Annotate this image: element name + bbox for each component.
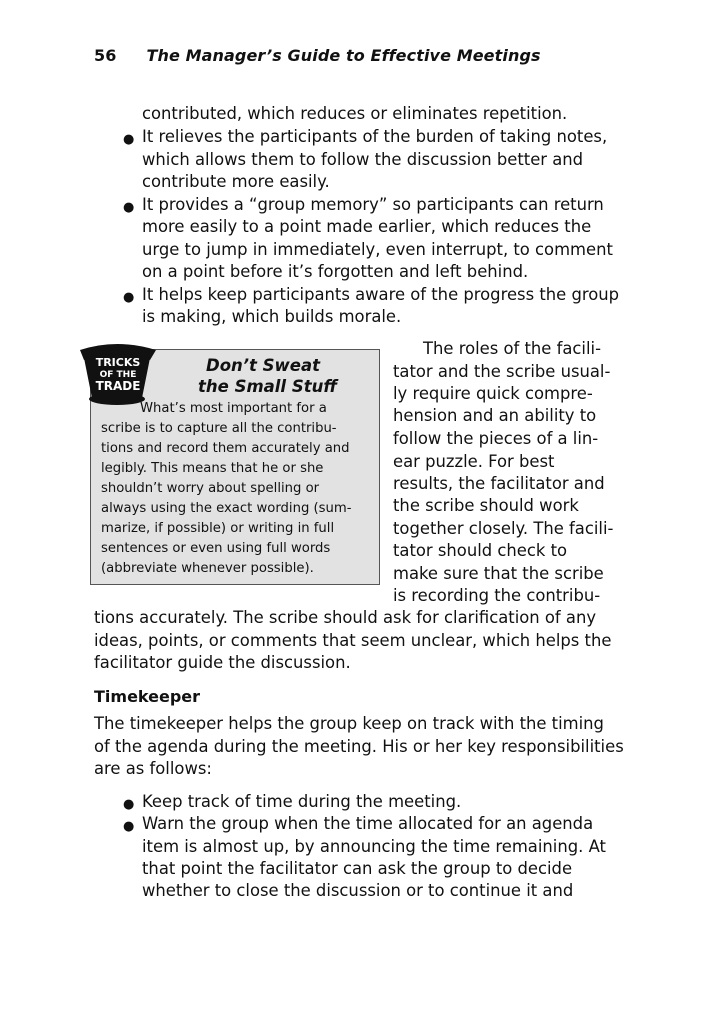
sidebar-text: sentences or even using full words bbox=[101, 541, 331, 556]
body-line: ideas, points, or comments that seem unclear, which helps the bbox=[94, 631, 612, 650]
body-line: It provides a “group memory” so participants can return bbox=[142, 195, 604, 214]
body-line: tator should check to bbox=[393, 541, 568, 560]
sidebar-text: tions and record them accurately and bbox=[101, 441, 350, 456]
running-header bbox=[94, 46, 541, 65]
body-line: follow the pieces of a lin- bbox=[393, 429, 599, 448]
body-line: tions accurately. The scribe should ask for clarification of any bbox=[94, 608, 597, 627]
sidebar-text: What’s most important for a bbox=[140, 401, 327, 416]
body-line: tator and the scribe usual- bbox=[393, 362, 611, 381]
body-line: are as follows: bbox=[94, 759, 212, 778]
body-line: facilitator guide the discussion. bbox=[94, 653, 351, 672]
body-line: the scribe should work bbox=[393, 496, 579, 515]
body-line: The roles of the facili- bbox=[423, 339, 602, 358]
body-line: contributed, which reduces or eliminates repetition. bbox=[142, 104, 568, 123]
body-line: It relieves the participants of the burden of taking notes, bbox=[142, 127, 608, 146]
body-line: It helps keep participants aware of the progress the group bbox=[142, 285, 620, 304]
body-line: results, the facilitator and bbox=[393, 474, 605, 493]
sidebar-text: (abbreviate whenever possible). bbox=[101, 561, 314, 576]
body-line: Warn the group when the time allocated for an agenda bbox=[142, 814, 594, 833]
body-line: The timekeeper helps the group keep on track with the timing bbox=[94, 714, 604, 733]
sidebar-text: shouldn’t worry about spelling or bbox=[101, 481, 320, 496]
page-number: 56 bbox=[94, 46, 117, 65]
bullet-icon: ● bbox=[123, 797, 135, 812]
body-line: item is almost up, by announcing the time remaining. At bbox=[142, 837, 606, 856]
body-line: more easily to a point made earlier, which reduces the bbox=[142, 217, 592, 236]
body-line: ly require quick compre- bbox=[393, 384, 593, 403]
body-line: of the agenda during the meeting. His or her key responsibilities bbox=[94, 737, 624, 756]
section-heading: Timekeeper bbox=[94, 687, 201, 706]
logo-text: TRICKS bbox=[95, 356, 141, 369]
book-title: The Manager’s Guide to Effective Meetings bbox=[146, 46, 541, 65]
bullet-icon: ● bbox=[123, 290, 135, 305]
logo-text: OF THE bbox=[99, 370, 137, 380]
body-line: hension and an ability to bbox=[393, 406, 597, 425]
body-line: Keep track of time during the meeting. bbox=[142, 792, 462, 811]
bullet-icon: ● bbox=[123, 819, 135, 834]
body-line: whether to close the discussion or to continue it and bbox=[142, 881, 574, 900]
sidebar-text: legibly. This means that he or she bbox=[101, 461, 324, 476]
sidebar-text: always using the exact wording (sum- bbox=[101, 501, 352, 516]
body-line: urge to jump in immediately, even interrupt, to comment bbox=[142, 240, 613, 259]
body-line: together closely. The facili- bbox=[393, 519, 614, 538]
bullet-icon: ● bbox=[123, 200, 135, 215]
body-line: ear puzzle. For best bbox=[393, 452, 555, 471]
body-line: is making, which builds morale. bbox=[142, 307, 402, 326]
body-line: that point the facilitator can ask the group to decide bbox=[142, 859, 573, 878]
body-line: contribute more easily. bbox=[142, 172, 330, 191]
body-line: make sure that the scribe bbox=[393, 564, 604, 583]
body-line: which allows them to follow the discussion better and bbox=[142, 150, 584, 169]
sidebar-text: scribe is to capture all the contribu- bbox=[101, 421, 337, 436]
body-line: on a point before it’s forgotten and left behind. bbox=[142, 262, 529, 281]
sidebar-title: Don’t Sweat bbox=[206, 356, 321, 375]
sidebar-text: marize, if possible) or writing in full bbox=[101, 521, 335, 536]
logo-text: TRADE bbox=[95, 379, 141, 393]
bullet-icon: ● bbox=[123, 132, 135, 147]
body-line: is recording the contribu- bbox=[393, 586, 601, 605]
sidebar-title: the Small Stuff bbox=[198, 377, 338, 396]
